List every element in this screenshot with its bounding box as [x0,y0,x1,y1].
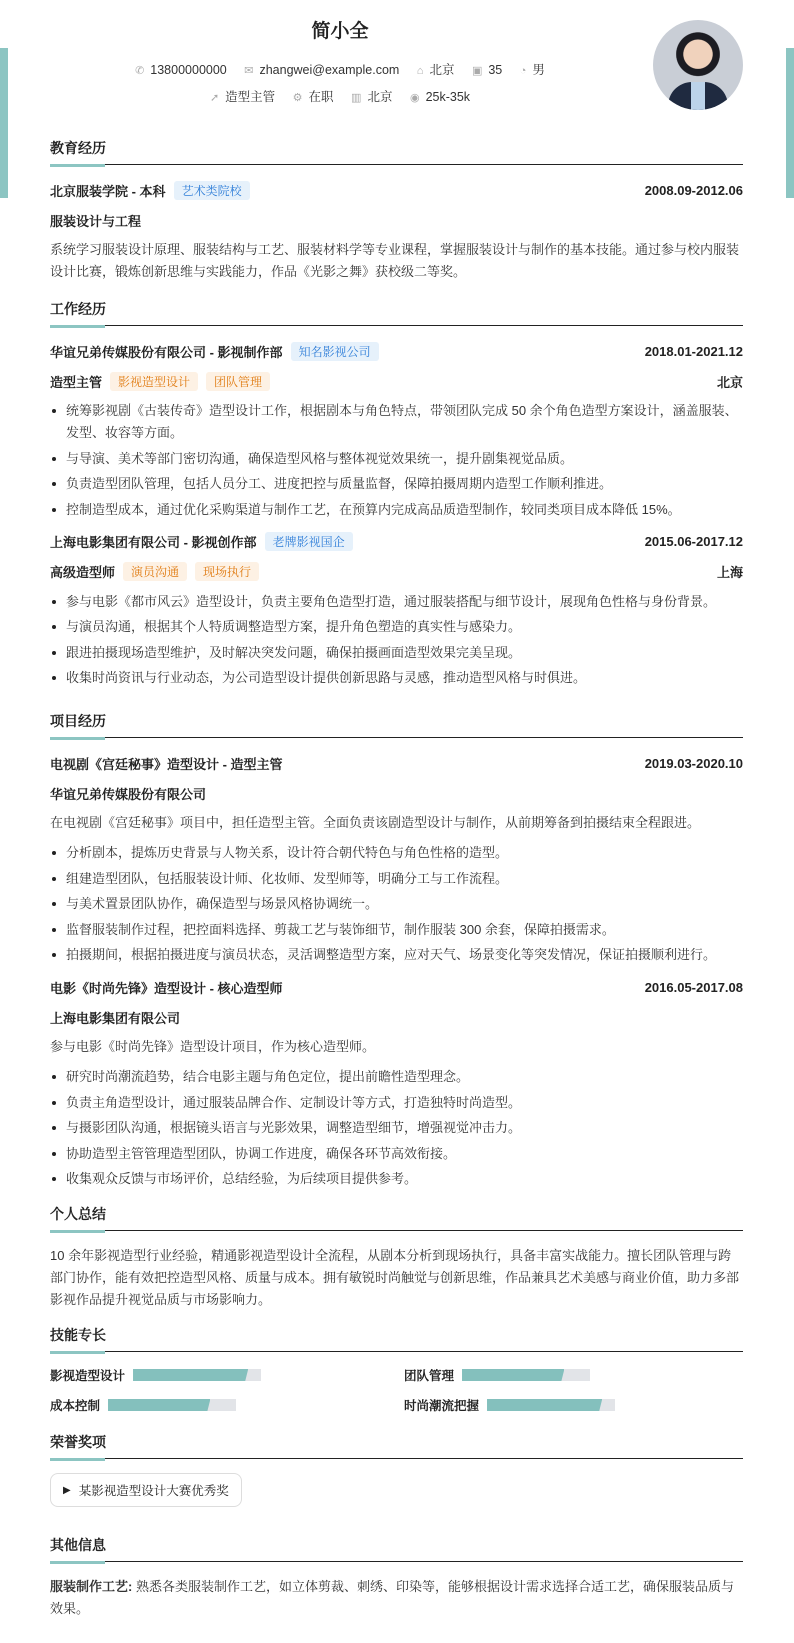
role: 造型主管 [50,374,103,390]
section-title: 个人总结 [50,1204,743,1231]
skill-bar-fill [462,1369,564,1381]
skill-item [50,1396,404,1414]
section-title: 技能专长 [50,1325,743,1352]
skill-bar [487,1399,615,1411]
status-icon: ⚙ [292,92,303,104]
project-desc: 参与电影《时尚先锋》造型设计项目，作为核心造型师。 [50,1039,376,1054]
company: 上海电影集团有限公司 - 影视创作部 [50,535,257,550]
company-tag: 老牌影视国企 [265,532,353,551]
bullet-item: 统筹影视剧《古装传奇》造型设计工作，根据剧本与角色特点，带领团队完成 50 余个角色造型方案设计，涵盖服装、发型、妆容等方面。 [50,400,743,444]
city: 北京 [429,63,455,77]
date: 2008.09-2012.06 [644,182,743,198]
bullet-item: 收集观众反馈与市场评价，总结经验，为后续项目提供参考。 [50,1168,743,1190]
skill-tag: 演员沟通 [123,562,187,581]
job-city: 上海 [716,565,743,580]
position: 造型主管 [225,90,276,104]
other-section [50,1535,743,1620]
other-label: 服装制作工艺: [50,1579,133,1594]
job-entry [50,340,743,521]
skills-section [50,1325,743,1414]
skill-tag: 团队管理 [206,372,270,391]
skill-name: 团队管理 [404,1369,455,1383]
other-text: 熟悉各类服装制作工艺，如立体剪裁、刺绣、印染等，能够根据设计需求选择合适工艺，确保服装品质与效果。 [50,1579,734,1616]
bullet-item: 组建造型团队，包括服装设计师、化妆师、发型师等，明确分工与工作流程。 [50,868,743,890]
skill-tag: 影视造型设计 [110,372,198,391]
expected-city: 北京 [367,90,393,104]
skill-bar-fill [133,1369,248,1381]
bullet-item: 参与电影《都市风云》造型设计，负责主要角色造型打造，通过服装搭配与细节设计，展现角色性格与身份背景。 [50,591,743,613]
phone: 13800000000 [150,63,227,77]
job-city: 北京 [716,374,743,390]
avatar [653,20,743,110]
phone-icon: ✆ [135,65,145,77]
right-accent-bar [786,48,794,198]
job-intent-row [0,87,680,105]
status: 在职 [308,90,334,104]
bullet-item: 协助造型主管管理造型团队，协调工作进度，确保各环节高效衔接。 [50,1143,743,1165]
bullet-item: 跟进拍摄现场造型维护，及时解决突发问题，确保拍摄画面造型效果完美呈现。 [50,642,743,664]
project-company: 上海电影集团有限公司 [50,1010,181,1026]
project-name: 电影《时尚先锋》造型设计 - 核心造型师 [50,980,283,996]
contact-row [0,60,680,78]
home-icon: ⌂ [416,65,424,77]
date: 2018.01-2021.12 [644,343,743,359]
gender-icon: ◔ [519,65,527,77]
summary-text: 10 余年影视造型行业经验，精通影视造型设计全流程，从剧本分析到现场执行，具备丰富实战能力。擅长团队管理与跨部门协作，能有效把控造型风格、质量与成本。拥有敏锐时尚触觉与创新思维，作品兼具艺术美感与商业价值，助力多部影视作品提升视觉品质与市场影响力。 [50,1248,740,1307]
skill-bar [462,1369,590,1381]
section-title: 其他信息 [50,1535,743,1562]
skill-bar [108,1399,236,1411]
skill-name: 影视造型设计 [50,1369,126,1383]
bullet-item: 负责造型团队管理，包括人员分工、进度把控与质量监督，保障拍摄周期内造型工作顺利推进。 [50,473,743,495]
skill-bar-fill [487,1399,602,1411]
job-entry [50,531,743,690]
bullet-item: 与导演、美术等部门密切沟通，确保造型风格与整体视觉效果统一，提升剧集视觉品质。 [50,448,743,470]
salary: 25k-35k [425,90,471,104]
company: 华谊兄弟传媒股份有限公司 - 影视制作部 [50,344,283,360]
skill-item [404,1366,743,1384]
project-entry [50,976,743,1190]
date: 2016.05-2017.08 [644,979,743,995]
project-name: 电视剧《宫廷秘事》造型设计 - 造型主管 [50,756,283,772]
award-name: 某影视造型设计大赛优秀奖 [78,1484,229,1498]
project-entry [50,752,743,966]
skill-item [50,1366,404,1384]
bullet-item: 监督服装制作过程，把控面料选择、剪裁工艺与装饰细节，制作服装 300 余套，保障拍摄需求。 [50,919,743,941]
bullet-item: 控制造型成本，通过优化采购渠道与制作工艺，在预算内完成高品质造型制作，较同类项目成本降低 15%。 [50,499,743,521]
bullet-item: 负责主角造型设计，通过服装品牌合作、定制设计等方式，打造独特时尚造型。 [50,1092,743,1114]
section-title: 荣誉奖项 [50,1432,743,1459]
company-tag: 知名影视公司 [291,342,379,361]
section-title: 工作经历 [50,299,743,326]
school: 北京服装学院 - 本科 [50,183,166,199]
building-icon: ▥ [351,92,362,104]
salary-icon: ◉ [409,92,420,104]
skill-bar [133,1369,261,1381]
bullet-item: 研究时尚潮流趋势，结合电影主题与角色定位，提出前瞻性造型理念。 [50,1066,743,1088]
bullet-item: 与演员沟通，根据其个人特质调整造型方案，提升角色塑造的真实性与感染力。 [50,616,743,638]
mail-icon: ✉ [244,65,254,77]
age: 35 [488,63,503,77]
play-icon: ▶ [63,1484,71,1496]
skill-bar-fill [108,1399,210,1411]
skill-name: 时尚潮流把握 [404,1399,480,1413]
education-desc: 系统学习服装设计原理、服装结构与工艺、服装材料学等专业课程，掌握服装设计与制作的基本技能。通过参与校内服装设计比赛，锻炼创新思维与实践能力，作品《光影之舞》获校级二等奖。 [50,242,740,279]
awards-section [50,1432,743,1523]
education-section [50,138,743,283]
project-desc: 在电视剧《宫廷秘事》项目中，担任造型主管。全面负责该剧造型设计与制作，从前期筹备到拍摄结束全程跟进。 [50,815,701,830]
skill-name: 成本控制 [50,1399,101,1413]
gender: 男 [532,63,545,77]
bullet-item: 分析剧本，提炼历史背景与人物关系，设计符合朝代特色与角色性格的造型。 [50,842,743,864]
work-section [50,299,743,689]
bullet-item: 拍摄期间，根据拍摄进度与演员状态，灵活调整造型方案，应对天气、场景变化等突发情况，保证拍摄顺利进行。 [50,944,743,966]
major: 服装设计与工程 [50,213,142,229]
bullet-item: 与美术置景团队协作，确保造型与场景风格协调统一。 [50,893,743,915]
date: 2015.06-2017.12 [644,534,743,549]
projects-section [50,711,743,1190]
skill-tag: 现场执行 [195,562,259,581]
section-title: 教育经历 [50,138,743,165]
project-company: 华谊兄弟传媒股份有限公司 [50,786,207,802]
candidate-name: 简小全 [311,21,369,42]
summary-section [50,1204,743,1311]
send-icon: ➚ [209,92,220,104]
school-tag: 艺术类院校 [174,181,250,200]
bullet-item: 收集时尚资讯与行业动态，为公司造型设计提供创新思路与灵感，推动造型风格与时俱进。 [50,667,743,689]
skill-item [404,1396,743,1414]
email: zhangwei@example.com [259,63,400,77]
cake-icon: ▣ [471,65,483,77]
date: 2019.03-2020.10 [644,755,743,771]
role: 高级造型师 [50,565,116,580]
section-title: 项目经历 [50,711,743,738]
award-item[interactable] [50,1473,242,1507]
bullet-item: 与摄影团队沟通，根据镜头语言与光影效果，调整造型细节，增强视觉冲击力。 [50,1117,743,1139]
